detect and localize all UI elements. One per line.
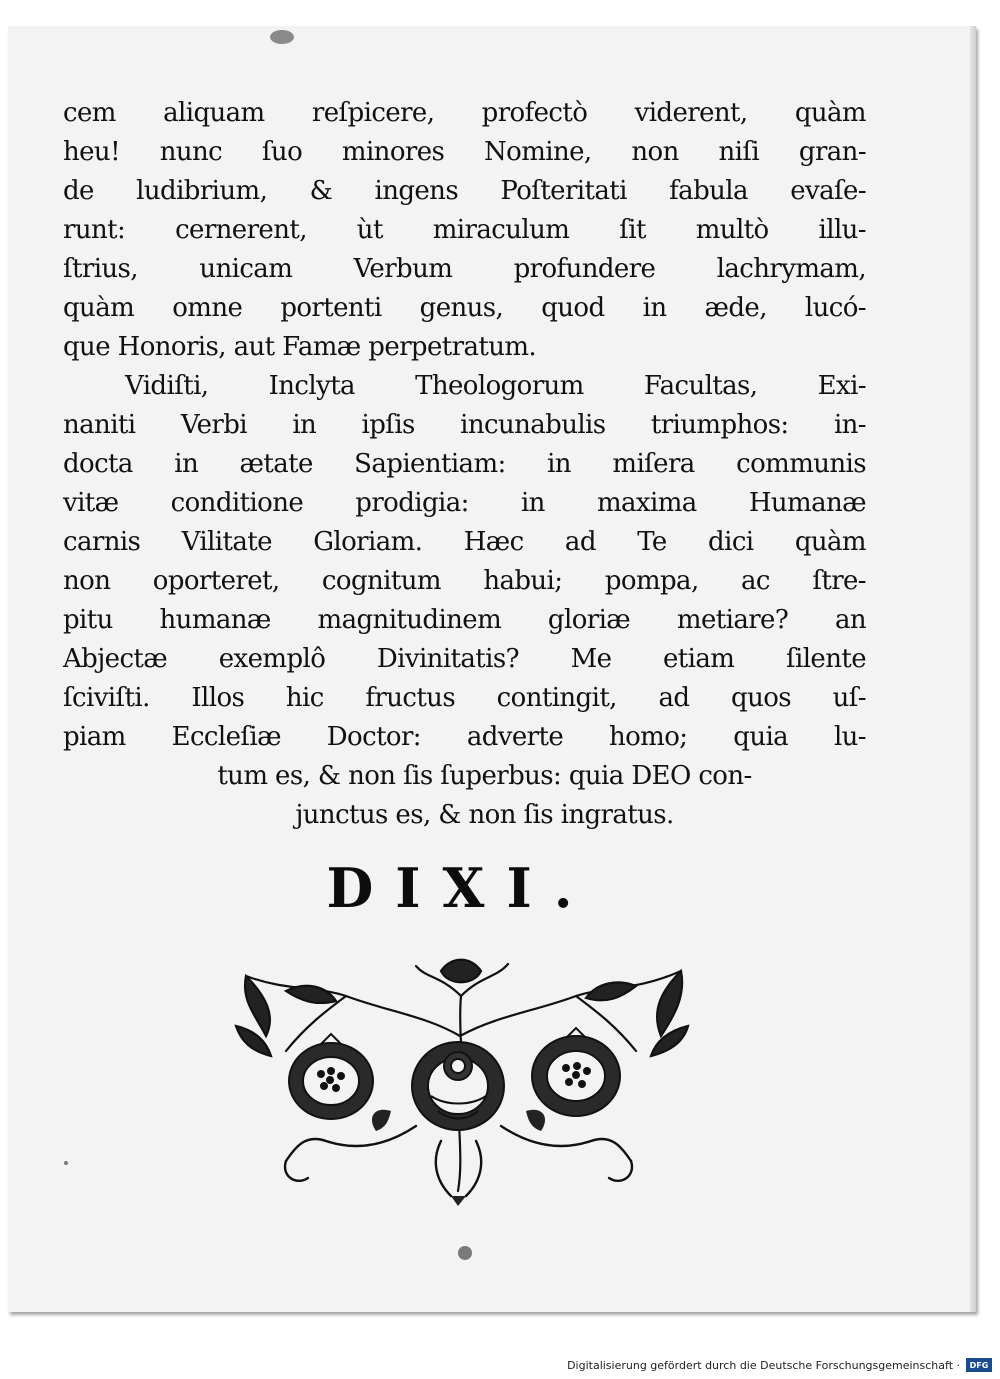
text-line: pitu humanæ magnitudinem gloriæ metiare? an [63,605,866,635]
pomegranate-ornament-icon [226,956,696,1206]
text-line: docta in ætate Sapientiam: in miſera communis [63,449,866,479]
scanned-page [8,26,976,1312]
paper-speck [458,1246,472,1260]
text-line-centered: junctus es, & non ſis ingratus. [295,800,674,830]
text-line: Abjectæ exemplô Divinitatis? Me etiam ſilente [63,644,866,674]
text-line: ſtrius, unicam Verbum profundere lachrymam, [63,254,866,284]
text-line: naniti Verbi in ipſis incunabulis triumphos: in- [63,410,866,440]
left-pomegranate [289,1034,373,1119]
right-pomegranate [532,1028,620,1116]
text-line: non oporteret, cognitum habui; pompa, ac ſtre- [63,566,866,596]
text-line: runt: cernerent, ùt miraculum ſit multò illu- [63,215,866,245]
text-line: cem aliquam reſpicere, profectò viderent, quàm [63,98,866,128]
closing-heading: DIXI. [326,856,595,920]
dfg-logo-icon: DFG [966,1358,992,1372]
digitization-footer [567,1357,992,1373]
text-line-centered: tum es, & non ſis ſuperbus: quia DEO con- [217,761,752,791]
text-line: piam Eccleſiæ Doctor: adverte homo; quia lu- [63,722,866,752]
text-line-indented: Vidiſti, Inclyta Theologorum Facultas, Exi- [125,371,866,401]
paper-speck [270,30,294,44]
text-line: heu! nunc ſuo minores Nomine, non niſi gran- [63,137,866,167]
footer-text: Digitalisierung gefördert durch die Deutsche Forschungsgemeinschaft · [567,1358,960,1372]
text-line: quàm omne portenti genus, quod in æde, lucó- [63,293,866,323]
text-line: que Honoris, aut Famæ perpetratum. [63,332,537,362]
paper-speck [64,1161,68,1165]
text-line: vitæ conditione prodigia: in maxima Humanæ [63,488,866,518]
central-flower [412,1042,504,1130]
text-line: ſciviſti. Illos hic fructus contingit, ad quos uſ- [63,683,866,713]
text-line: carnis Vilitate Gloriam. Hæc ad Te dici quàm [63,527,866,557]
body-text [63,94,866,835]
text-line: de ludibrium, & ingens Poſteritati fabula evaſe- [63,176,866,206]
